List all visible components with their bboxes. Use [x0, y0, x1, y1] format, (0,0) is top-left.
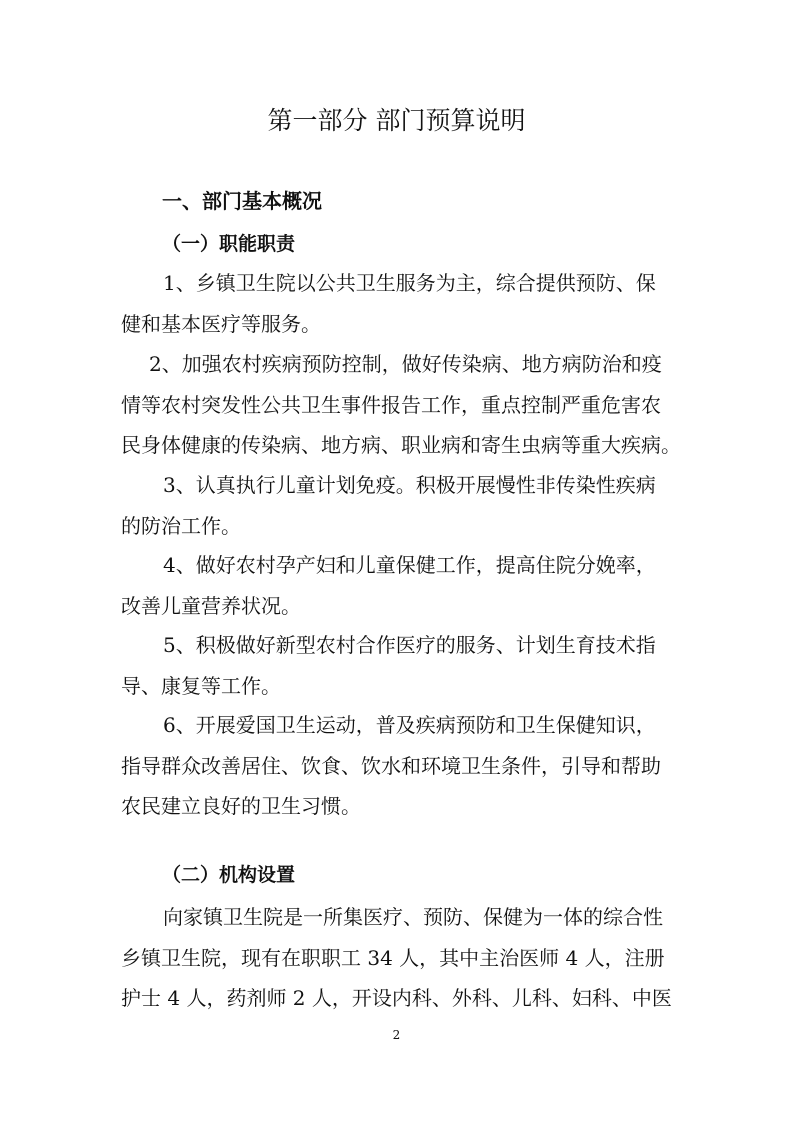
- page-number: 2: [392, 1028, 401, 1042]
- organization-line-3: 护士 4 人，药剂师 2 人，开设内科、外科、儿科、妇科、中医: [121, 986, 672, 1010]
- duty-item-4: [121, 545, 693, 626]
- duty-item-3: [121, 465, 693, 546]
- duty-item-4-line-1: 4、做好农村孕产妇和儿童保健工作，提高住院分娩率，: [163, 553, 656, 577]
- duty-item-5: [121, 625, 693, 706]
- organization-paragraph: [121, 897, 693, 1019]
- section-heading: 一、部门基本概况: [162, 189, 322, 213]
- duty-item-2: [121, 344, 693, 466]
- duty-item-2-line-1: 2、加强农村疾病预防控制，做好传染病、地方病防治和疫: [149, 352, 662, 376]
- duty-item-3-line-2: 的防治工作。: [121, 513, 241, 538]
- duty-item-6-line-3: 农民建立良好的卫生习惯。: [121, 794, 361, 818]
- subsection-heading-organization: （二）机构设置: [162, 864, 296, 886]
- duty-item-5-line-2: 导、康复等工作。: [121, 673, 281, 698]
- duty-item-5-line-1: 5、积极做好新型农村合作医疗的服务、计划生育技术指: [163, 633, 656, 657]
- organization-line-2: 乡镇卫生院，现有在职职工 34 人，其中主治医师 4 人，注册: [121, 945, 665, 970]
- page-title: 第一部分 部门预算说明: [267, 106, 526, 135]
- duty-item-1: [121, 263, 693, 344]
- duty-item-2-line-2: 情等农村突发性公共卫生事件报告工作，重点控制严重危害农: [121, 392, 661, 417]
- subsection-heading-duties: （一）职能职责: [162, 233, 296, 255]
- organization-line-1: 向家镇卫生院是一所集医疗、预防、保健为一体的综合性: [163, 905, 663, 929]
- duty-item-6-line-1: 6、开展爱国卫生运动，普及疾病预防和卫生保健知识，: [163, 713, 656, 737]
- duty-item-1-line-2: 健和基本医疗等服务。: [121, 311, 321, 336]
- duty-item-3-line-1: 3、认真执行儿童计划免疫。积极开展慢性非传染性疾病: [163, 473, 656, 497]
- duty-item-1-line-1: 1、乡镇卫生院以公共卫生服务为主，综合提供预防、保: [163, 271, 656, 295]
- duty-item-6-line-2: 指导群众改善居住、饮食、饮水和环境卫生条件，引导和帮助: [121, 753, 661, 778]
- duty-item-6: [121, 705, 693, 827]
- duty-item-4-line-2: 改善儿童营养状况。: [121, 593, 301, 618]
- duty-item-2-line-3: 民身体健康的传染病、地方病、职业病和寄生虫病等重大疾病。: [121, 433, 681, 457]
